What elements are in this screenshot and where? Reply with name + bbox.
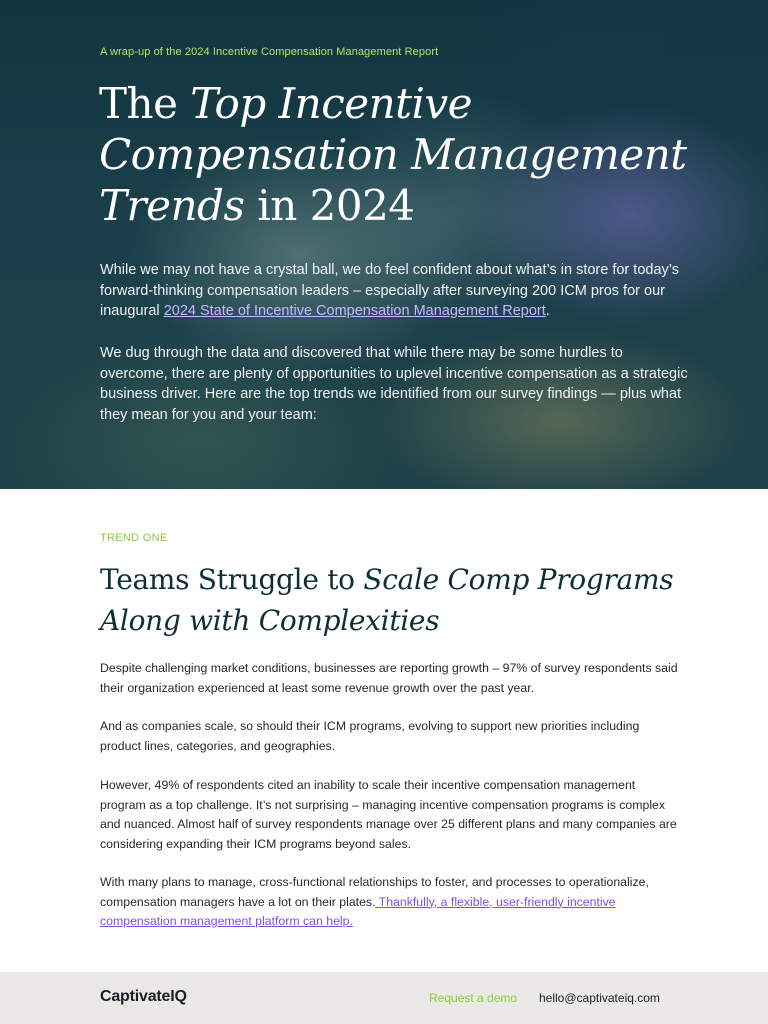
request-demo-link[interactable]: Request a demo: [429, 991, 518, 1005]
title-prefix: The: [99, 79, 191, 128]
intro-paragraph-1: [100, 260, 690, 322]
body-paragraph-3: However, 49% of respondents cited an inability to scale their incentive compensation management program as a top challenge. It’s not surprising – managing incentive compensation programs is complex and nuanced. Almost half of survey respondents manage over 25 different plans and many companies are considering expanding their ICM programs beyond sales.: [100, 778, 677, 851]
section-title-emphasis: Scale Comp Programs Along with Complexities: [100, 563, 674, 637]
body-paragraph-4: [100, 873, 680, 932]
page-title: [99, 78, 699, 231]
body-paragraph-4-text: With many plans to manage, cross-functional relationships to foster, and processes to operationalize, compensation managers have a lot on their plates.: [100, 875, 649, 909]
trend-label: TREND ONE: [100, 532, 168, 544]
section-title-prefix: Teams Struggle to: [100, 563, 364, 596]
hero-kicker: A wrap-up of the 2024 Incentive Compensation Management Report: [100, 46, 439, 58]
intro-paragraph-2: We dug through the data and discovered that while there may be some hurdles to overcome, there are plenty of opportunities to uplevel incentive compensation as a strategic business driver. Here are the top trends we identified from our survey findings — plus what they mean for you and your team:: [100, 345, 688, 423]
intro-end: .: [545, 303, 550, 319]
platform-link[interactable]: Thankfully, a flexible, user-friendly incentive compensation management platform can help.: [100, 894, 616, 928]
section-title: [100, 559, 700, 641]
contact-email-link[interactable]: hello@captivateiq.com: [539, 991, 660, 1005]
title-emphasis: Top Incentive Compensation Management Trends: [99, 79, 687, 230]
captivateiq-logo[interactable]: CaptivateIQ: [100, 988, 187, 1005]
intro-text: While we may not have a crystal ball, we do feel confident about what’s in store for today’s forward-thinking compensation leaders – especially after surveying 200 ICM pros for our inaugural: [100, 262, 679, 319]
footer: [0, 972, 768, 1024]
title-suffix: in 2024: [244, 181, 415, 230]
body-paragraph-1: Despite challenging market conditions, businesses are reporting growth – 97% of survey respondents said their organization experienced at least some revenue growth over the past year.: [100, 661, 678, 695]
report-link[interactable]: 2024 State of Incentive Compensation Management Report: [163, 303, 546, 319]
body-paragraph-2: And as companies scale, so should their ICM programs, evolving to support new priorities including product lines, categories, and geographies.: [100, 719, 640, 753]
hero-banner: [0, 0, 768, 489]
